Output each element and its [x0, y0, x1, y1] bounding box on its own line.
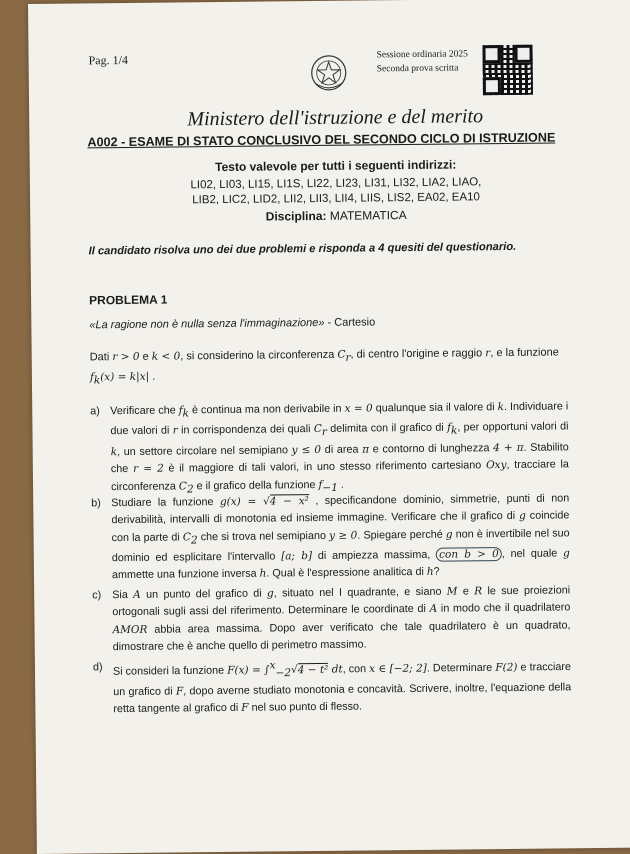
question-c	[92, 582, 571, 656]
text-span: r > 0	[112, 350, 140, 364]
text-span: −2	[275, 667, 292, 680]
text-span: k	[497, 401, 505, 414]
text-span: √	[290, 663, 298, 676]
text-span: C	[178, 479, 187, 492]
text-span: abbia area massima. Dopo aver verificato che tale quadrilatero è un quadrato, dimostrare che è anche quello di perimetro massimo.	[112, 618, 571, 654]
text-span: f	[178, 404, 183, 417]
text-span: AMOR	[112, 623, 148, 636]
text-span: che si trova nel semipiano	[197, 529, 330, 543]
text-span: k	[93, 374, 101, 387]
text-span: .	[149, 370, 156, 383]
instruction: Il candidato risolva uno dei due problemi e risponda a 4 quesiti del questionario.	[88, 240, 517, 258]
session-line-1: Sessione ordinaria 2025	[376, 49, 468, 61]
text-span: . Spiegare perché	[357, 528, 446, 542]
text-span: Sia	[112, 588, 134, 602]
text-span: dt	[328, 663, 343, 676]
handwritten-circle: con b > 0	[436, 547, 502, 562]
text-span: nel suo punto di flesso.	[248, 700, 363, 715]
text-span: F	[175, 685, 184, 698]
text-span: x = 0	[344, 402, 373, 415]
text-span: e contorno di lunghezza	[369, 442, 494, 456]
valid-for-heading: Testo valevole per tutti i seguenti indirizzi:	[215, 157, 457, 175]
text-span: y ≤ 0	[291, 443, 322, 457]
text-span: f	[318, 478, 323, 491]
text-span: , e la funzione	[490, 346, 559, 360]
text-span: 2	[190, 534, 198, 547]
text-span: F(2)	[495, 661, 518, 674]
text-span: ammette una funzione inversa	[111, 567, 260, 582]
question-a-label: a)	[90, 405, 100, 418]
text-span: h	[259, 567, 267, 580]
text-span: f	[446, 422, 452, 435]
text-span: √	[262, 495, 270, 508]
course-codes	[30, 174, 630, 210]
text-span: 4 + π	[493, 441, 524, 455]
text-span: g	[562, 547, 570, 560]
text-span: (x) = k|x|	[100, 370, 150, 384]
quote-text: «La ragione non è nulla senza l'immaginazione»	[89, 316, 325, 332]
text-span: F(x) = ∫	[227, 664, 270, 677]
discipline-label: Disciplina:	[265, 208, 327, 224]
text-span: e il grafico della funzione	[193, 478, 319, 492]
text-span: g	[518, 510, 526, 523]
question-c-text	[112, 582, 571, 656]
text-span: r	[485, 347, 491, 360]
text-span: . Individuare i due valori di	[110, 400, 569, 438]
text-span: 4 − t²	[297, 663, 329, 676]
codes-line-2: LIB2, LIC2, LID2, LII2, LII3, LII4, LIIS, LIS2, EA02, EA10	[192, 191, 480, 207]
text-span: qualunque sia il valore di	[372, 401, 498, 415]
qr-code-icon	[482, 45, 533, 96]
text-span: , situato nel I quadrante, e siano	[273, 585, 447, 600]
text-span: f	[89, 371, 94, 384]
text-span: g(x) =	[219, 495, 264, 509]
question-d-text	[113, 654, 572, 718]
text-span: [a; b]	[281, 550, 313, 563]
page-number: Pag. 1/4	[88, 52, 129, 68]
text-span: M	[446, 585, 458, 598]
text-span: k	[182, 407, 190, 420]
question-b	[91, 490, 570, 585]
question-d	[93, 654, 572, 719]
text-span: , nel quale	[501, 547, 564, 561]
text-span: coincide con la parte di	[111, 509, 570, 544]
text-span: x ∈ [−2; 2]	[369, 662, 427, 676]
text-span: k < 0	[151, 350, 181, 363]
quote	[89, 316, 375, 331]
question-d-label: d)	[92, 661, 103, 674]
text-span: di ampiezza massima,	[311, 548, 437, 563]
text-span: ?	[433, 566, 440, 579]
text-span: è continua ma non derivabile in	[188, 402, 345, 417]
text-span: k	[450, 425, 458, 438]
text-span: . Stabilito che	[110, 441, 569, 476]
text-span: , si considerino la circonferenza	[180, 348, 338, 363]
text-span: C	[313, 423, 322, 436]
text-span: e	[139, 350, 152, 363]
text-span: Oxy	[485, 459, 507, 472]
text-span: C	[182, 530, 191, 544]
text-span: A	[429, 603, 438, 616]
text-span: , di centro l'origine e raggio	[350, 347, 486, 361]
exam-page	[28, 0, 630, 854]
text-span: , dopo averne studiato monotonia e concavità. Scrivere, inoltre, l'equazione della retta tangente al grafico di	[113, 681, 572, 716]
text-span: h	[426, 566, 434, 579]
question-c-label: c)	[92, 589, 102, 602]
text-span: di area	[321, 443, 363, 456]
problem-title: PROBLEMA 1	[89, 292, 168, 308]
text-span: , un settore circolare nel semipiano	[117, 444, 292, 458]
text-span: π	[362, 443, 370, 456]
text-span: .	[337, 478, 344, 491]
text-span: un punto del grafico di	[140, 587, 268, 601]
text-span: è il maggiore di tali valori, in uno stesso riferimento cartesiano	[163, 459, 487, 475]
text-span: non è invertibile nel suo dominio ed esplicitare l'intervallo	[111, 526, 570, 565]
ministry-name: Ministero dell'istruzione e del merito	[187, 105, 484, 131]
text-span: g	[266, 587, 274, 600]
text-span: F	[241, 702, 249, 715]
text-span: , specificandone dominio, simmetrie, punti di non derivabilità, intervalli di monotonia ed insieme immagine. Verificare che il grafico di	[111, 492, 570, 527]
question-a-text	[110, 398, 569, 499]
session-line-2: Seconda prova scritta	[376, 63, 459, 75]
text-span: Dati	[89, 351, 113, 364]
text-span: in corrispondenza dei quali	[177, 423, 314, 437]
discipline-value: MATEMATICA	[329, 208, 407, 223]
quote-author: - Cartesio	[324, 316, 376, 329]
text-span: in modo che il quadrilatero	[437, 601, 571, 616]
text-span: Studiare la funzione	[111, 496, 220, 510]
text-span: g	[445, 528, 453, 541]
text-span: 4 − x²	[269, 495, 309, 508]
text-span: e	[457, 585, 475, 598]
text-span: k	[110, 445, 118, 459]
text-span: le sue proiezioni ortogonali sugli assi del riferimento. Determinare le coordinate di	[112, 584, 571, 619]
text-span: y ≥ 0	[328, 529, 358, 542]
exam-title: A002 - ESAME DI STATO CONCLUSIVO DEL SECONDO CICLO DI ISTRUZIONE	[87, 130, 556, 150]
text-span: x	[269, 659, 276, 672]
text-span: delimita con il grafico di	[326, 422, 448, 436]
text-span: r	[345, 351, 351, 364]
session-info	[376, 47, 468, 76]
text-span: Si consideri la funzione	[112, 664, 228, 678]
text-span: e tracciare un grafico di	[113, 660, 572, 699]
problem-intro	[90, 344, 570, 389]
codes-line-1: LI02, LI03, LI15, LI1S, LI22, LI23, LI31, LI32, LIA2, LIAO,	[190, 176, 482, 192]
text-span: C	[337, 348, 346, 361]
question-b-text	[111, 490, 570, 584]
text-span: 2	[186, 482, 194, 496]
text-span: . Determinare	[426, 661, 496, 675]
text-span: Verificare che	[110, 404, 179, 418]
question-a	[90, 398, 569, 499]
text-span: r	[321, 426, 327, 439]
text-span: −1	[322, 481, 338, 494]
text-span: A	[133, 588, 141, 601]
text-span: . Qual è l'espressione analitica di	[266, 566, 427, 580]
text-span: , tracciare la circonferenza	[110, 458, 569, 493]
republic-emblem-icon	[309, 53, 349, 93]
text-span: , con	[342, 663, 370, 676]
text-span: r	[172, 424, 178, 437]
text-span: R	[474, 585, 483, 598]
text-span: , per opportuni valori di	[457, 420, 569, 434]
question-b-label: b)	[91, 497, 101, 510]
text-span: r = 2	[132, 462, 164, 476]
